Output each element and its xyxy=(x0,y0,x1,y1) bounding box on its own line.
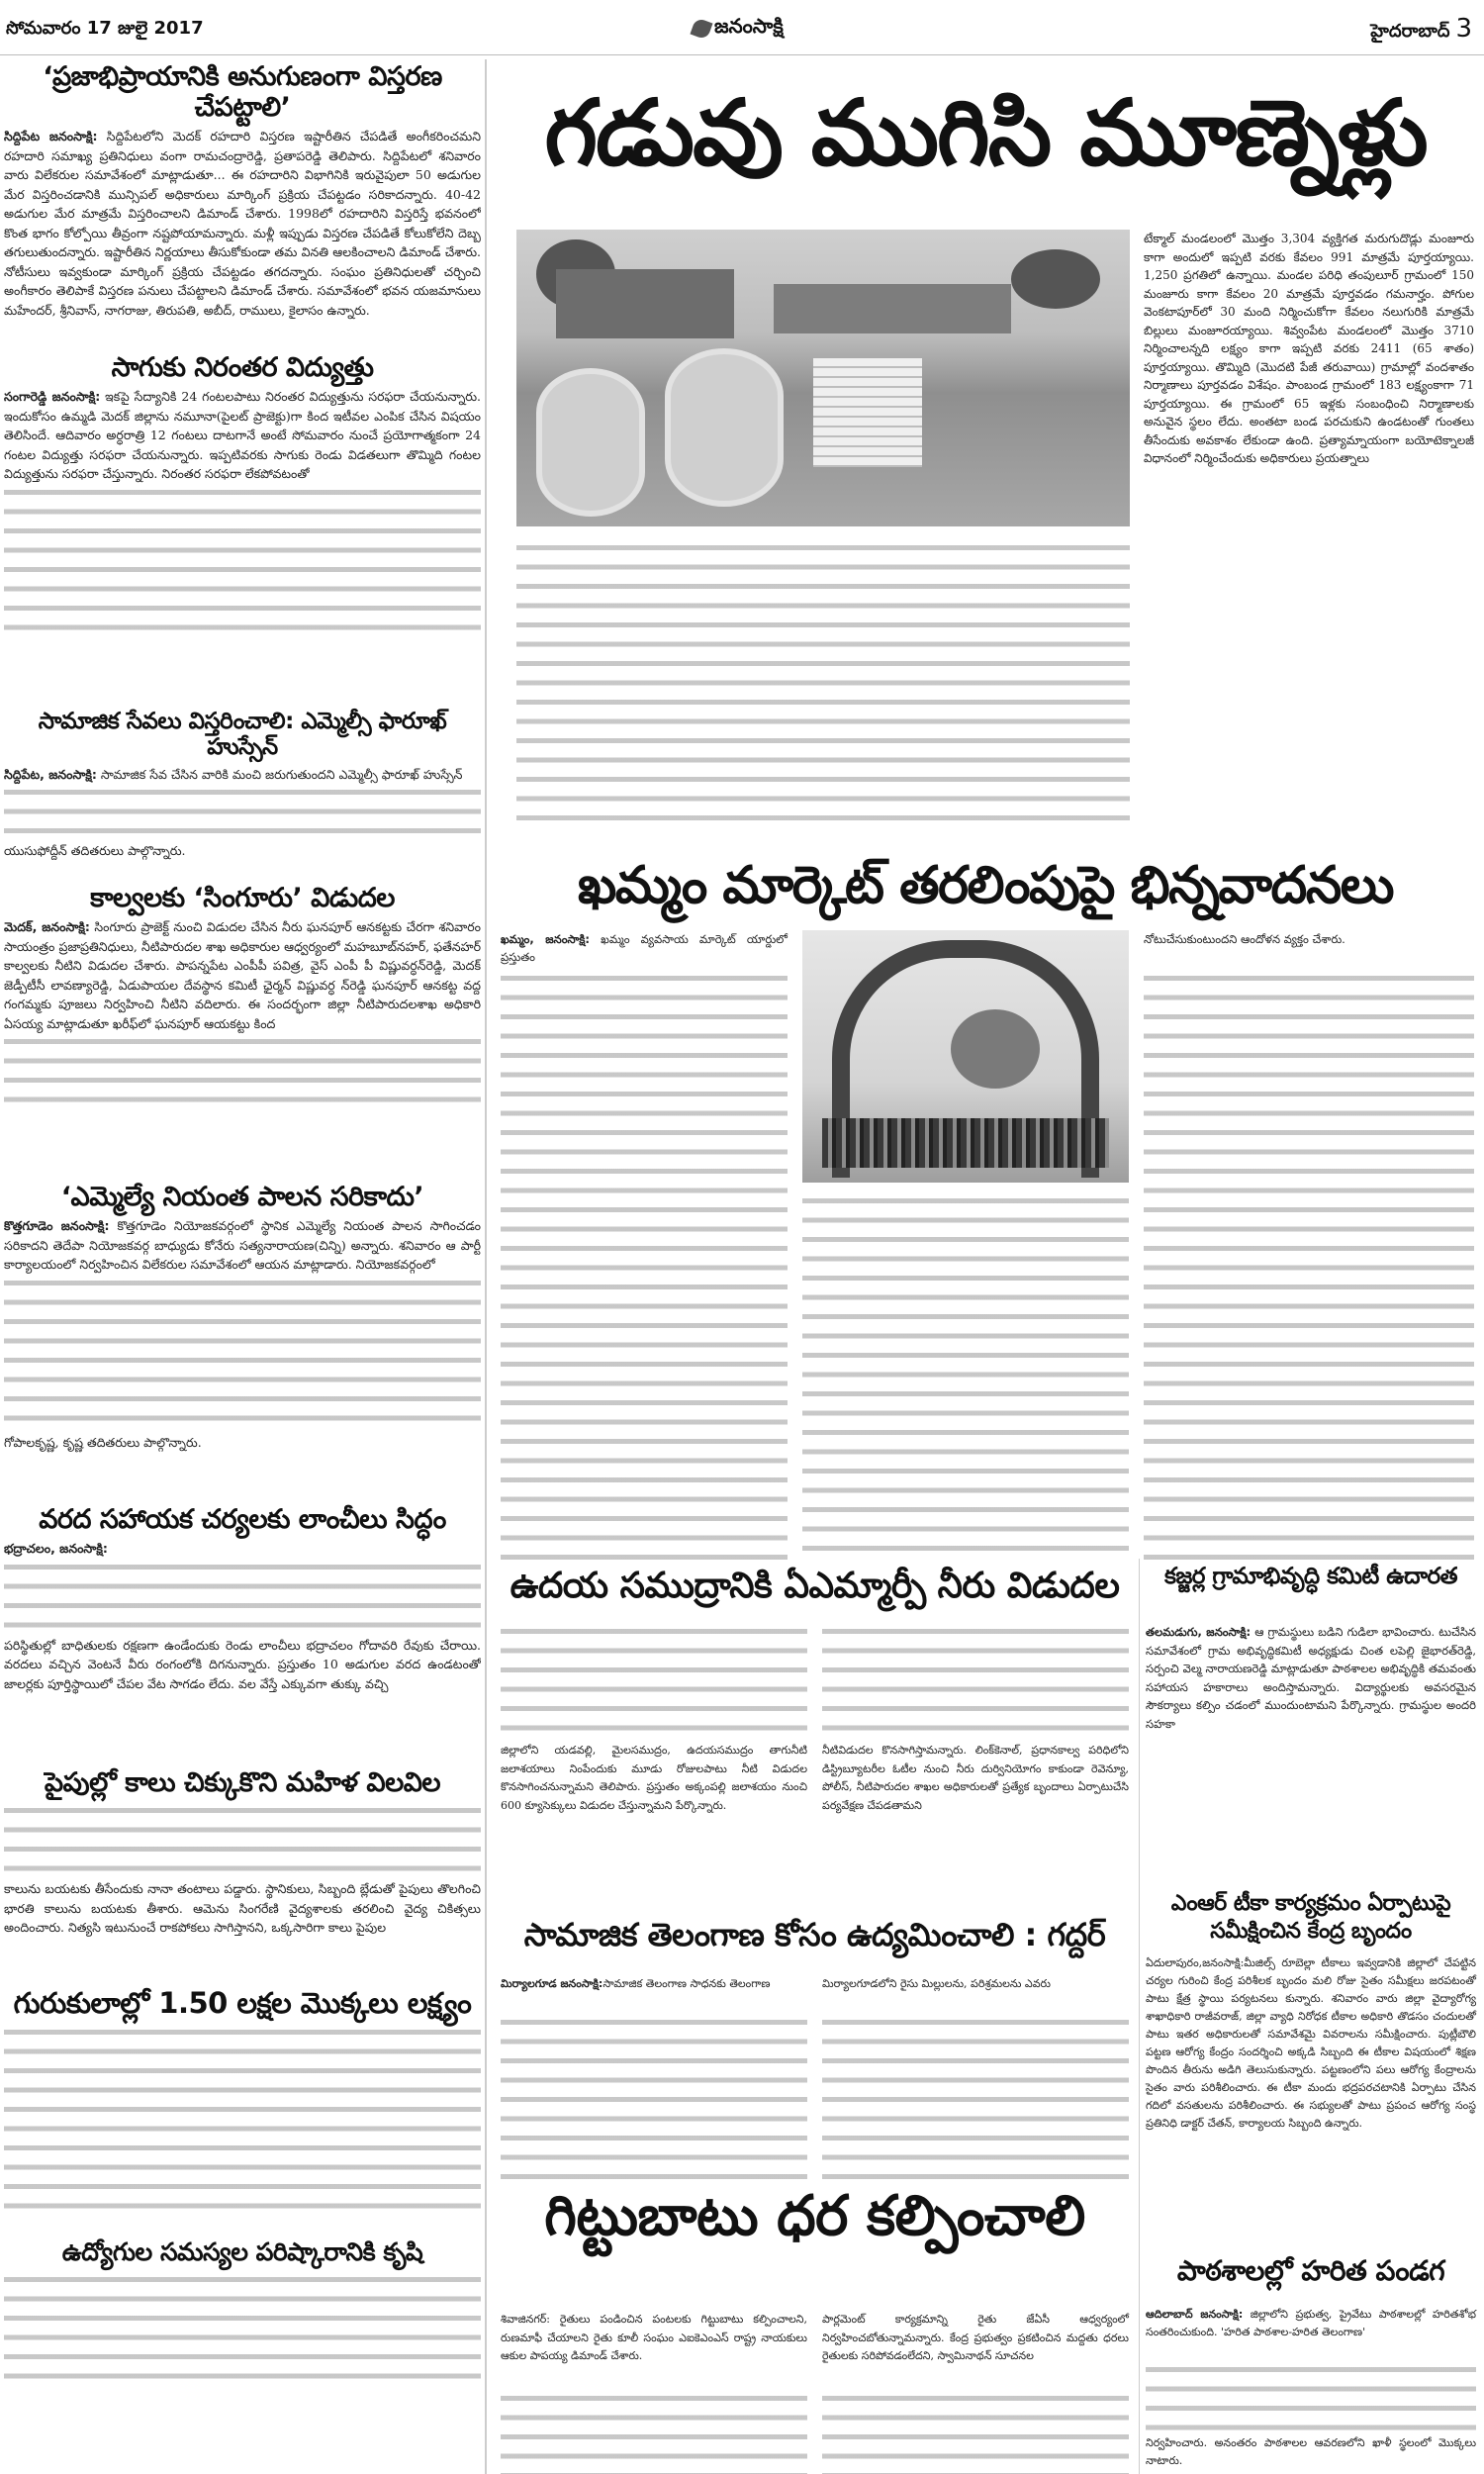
story-body: సంగారెడ్డి జనంసాక్షి: ఇకపై సేద్యానికి 24 గంటలపాటు నిరంతర విద్యుత్తును సరఫరా చేయనున్నారు. ఇందుకోసం ఉమ్మడి మెదక్ జిల్లాను నమూనా(పైలట్ ప్రాజెక్టు)గా కింద ఇటీవల ఎంపిక చేసిన విషయం తెలిసిందే. ఆదివారం అర్ధరాత్రి 12 గంటలు దాటగానే అంటే సోమవారం నుంచే ప్రయోగాత్మకంగా 24 గంటల విద్యుత్తు సరఫరా చేయనున్నారు. ఇప్పటివరకు సాగుకు రెండు విడతలుగా తొమ్మిది గంటల విద్యుత్తును సరఫరా చేస్తున్నారు. నిరంతర సరఫరా లేకపోవటంతో xyxy=(4,389,481,482)
market-body-middle xyxy=(802,1192,1129,1559)
story-headline: ఉద్యోగుల సమస్యల పరిష్కారానికి కృషి xyxy=(61,2237,423,2266)
story-closing: యుసుఫోద్దీన్ తదితరులు పాల్గొన్నారు. xyxy=(4,843,186,859)
story-social-service xyxy=(4,707,481,877)
story-body: సిద్దిపేట జనంసాక్షి: సిద్దిపేటలోని మెదక్ రహదారి విస్తరణ ఇష్టారీతిన చేపడితే అంగీకరించమని రహదారి సమాఖ్య ప్రతినిధులు వంగా రామచంద్రారెడ్డి, ప్రతాపరెడ్డి తెలిపారు. సిద్దిపేటలో శనివారం వారు విలేకరుల సమావేశంలో మాట్లాడుతూ... ఈ రహదారిని విభాగినికి ఇరువైపులా 50 అడుగుల మేర విస్తరించడానికి మున్సిపల్ అధికారులు మార్కింగ్ ప్రక్రియ చేపట్టడం సరికాదన్నారు. 40-42 అడుగుల మేర మాత్రమే విస్తరించాలని డిమాండ్ చేశారు. 1998లో రహదారిని విస్తరిస్తే భవనంలో కొంత భాగం కోల్పోయి తీవ్రంగా నష్టపోయామన్నారు. మళ్లీ ఇప్పుడు విస్తరణ చేపడితే కోలుకోలేని దెబ్బ తగులుతుందన్నారు. ఇష్టారీతిన నిర్ణయాలు తీసుకోకుండా తమ వినతి ఆలకించాలని డిమాండ్ చేశారు. నోటీసులు ఇవ్వకుండా మార్కింగ్ ప్రక్రియ చేపట్టడం తగదన్నారు. సంఘం ప్రతినిధులతో చర్చించి అంగీకారం తెలిపాకే విస్తరణ పనులు చేపట్టాలని డిమాండ్ చేశారు. సమావేశంలో భవన యజమానులు మహేందర్, శ్రీనివాస్, నాగరాజు, తిరుపతి, అబీద్, రాములు, కైలాసం ఉన్నారు. xyxy=(4,129,481,318)
story-headline: సామాజిక సేవలు విస్తరించాలి: ఎమ్మెల్సీ ఫారూఖ్ హుస్సేన్ xyxy=(38,709,447,761)
kajjarla-headline: కజ్జర్ల గ్రామాభివృద్ధి కమిటీ ఉదారత xyxy=(1163,1564,1458,1589)
photo-house xyxy=(774,284,1011,333)
story-flood-launches xyxy=(4,1502,481,1761)
story-headline: కాల్వలకు ‘సింగూరు’ విడుదల xyxy=(90,883,395,913)
fair-price-body-1: శివాజినగర్: రైతులు పండించిన పంటలకు గిట్టుబాటు కల్పించాలని, రుణమాఫీ చేయాలని రైతు కూలీ సంఘం ఎఐకెఎంఎస్ రాష్ట్ర నాయకులు ఆకుల పాపయ్య డిమాండ్ చేశారు. xyxy=(501,2313,807,2362)
mr-vaccination-body: ఏదులాపురం,జనంసాక్షి:మీజిల్స్ రూబెల్లా టీకాలు ఇవ్వడానికి జిల్లాలో చేపట్టిన చర్యల గురించి కేంద్ర పరిశీలక బృందం మలి రోజు సైతం సమీక్షలు జరపటంతో పాటు క్షేత్ర స్థాయి పర్యటనలు కున్నారు. శనివారం వారు జిల్లా వైద్యారోగ్య శాఖాధికారి రాజీవరాజ్, జిల్లా వ్యాధి నిరోధక టీకాల అధికారి తొడసం చందులతో పాటు ఇతర అధికారులతో సమావేశమై వివరాలను సమీక్షించారు. పుట్లీబౌలి పట్టణ ఆరోగ్య కేంద్రం సందర్శించి అక్కడి సిబ్బంది ఈ టీకాల విషయంలో శిక్షణ పొందిన తీరును అడిగి తెలుసుకున్నారు. పట్టణంలోని పలు ఆరోగ్య కేంద్రాలను సైతం వారు పరిశీలించారు. ఈ టీకా మందు భద్రపరచటానికి ఏర్పాటు చేసిన గదిలో వసతులను పరిశీలించారు. ఈ సభ్యులతో పాటు ప్రపంచ ఆరోగ్య సంస్థ ప్రతినిధి డాక్టర్ చేతన్, కార్యాలయ సిబ్బంది ఉన్నారు. xyxy=(1146,1956,1476,2130)
lead-photo-construction-site xyxy=(516,230,1130,526)
photo-bricks xyxy=(813,358,922,467)
green-festival-body: ఆదిలాబాద్ జనంసాక్షి: జిల్లాలోని ప్రభుత్వ, ప్రైవేటు పాఠశాలల్లో హరితశోభ సంతరించుకుంది. 'హరిత పాఠశాల-హరిత తెలంగాణ' xyxy=(1146,2308,1477,2338)
story-headline: ‘ఎమ్మెల్యే నియంత పాలన సరికాదు’ xyxy=(60,1182,424,1212)
lead-story-right-body: టేక్మాల్ మండలంలో మొత్తం 3,304 వ్యక్తిగత మరుగుదొడ్లు మంజూరు కాగా అందులో ఇప్పటి వరకు కేవలం 991 మాత్రమే పూర్తయ్యాయి. 1,250 ప్రగతిలో ఉన్నాయి. మండల పరిధి తంపులూర్ గ్రామంలో 150 మంజూరు కాగా కేవలం 20 మాత్రమే పూర్తవడం గమనార్హం. పోగుల వెంకటాపూర్‌లో 30 మంది నిర్మించుకోగా కేవలం నలుగురికి మాత్రమే బిల్లులు మంజూరయ్యాయి. శివ్వంపేట మండలంలో మొత్తం 3710 నిర్మించాలన్నది లక్ష్యం కాగా ఇప్పటి వరకు 2411 (65 శాతం) పూర్తయ్యాయి. తొమ్మిది (మొదటి పేజీ తరువాయి) గ్రామాల్లో వందశాతం నిర్మాణాలు పూర్తవడం విశేషం. పాంబండ గ్రామంలో 183 లక్ష్యంకాగా 71 పూర్తయ్యాయి. ఈ గ్రామంలో 65 ఇళ్లకు సంబంధించి నిర్మాణాలకు అనువైన స్థలం లేదు. అంతటా బండ పరచుకుని ఉండటంతో గుంతలు తీసేందుకు అవకాశం లేకుండా ఉంది. ప్రత్యామ్నాయంగా బయోటెక్నాలజీ విధానంలో నిర్మించేందుకు అధికారులు ప్రయత్నాలు xyxy=(1144,232,1474,465)
story-headline: పైపుల్లో కాలు చిక్కుకొని మహిళ విలవిల xyxy=(44,1767,441,1798)
photo-concrete-ring xyxy=(665,348,784,507)
fair-price-body-1-continued xyxy=(501,2390,807,2474)
photo-house xyxy=(556,269,734,338)
story-headline: గురుకులాల్లో 1.50 లక్షల మొక్కలు లక్ష్యం xyxy=(13,1986,472,2020)
story-body: పరిస్థితుల్లో బాధితులకు రక్షణగా ఉండేందుకు రెండు లాంచీలు భద్రాచలం గోదావరి రేవుకు చేరాయి. వరదలు వచ్చిన వెంటనే వీరు రంగంలోకి దిగనున్నారు. ప్రస్తుతం 10 అడుగుల వరద ఉండటంతో జాలర్లకు పూర్తిస్థాయిలో చేపల వేట సాగడం లేదు. వల వేస్తే ఎక్కువగా తుక్కు వచ్చి xyxy=(4,1637,481,1691)
market-right-body-lead: నోటుచేసుకుంటుందని ఆందోళన వ్యక్తం చేశారు. xyxy=(1144,932,1345,946)
story-body xyxy=(4,2271,481,2388)
story-body: మెదక్, జనంసాక్షి: సింగూరు ప్రాజెక్ట్ నుంచి విడుదల చేసిన నీరు ఘనపూర్ ఆనకట్టకు చేరగా శనివారం సాయంత్రం ప్రజాప్రతినిధులు, నీటిపారుదల శాఖ అధికారుల ఆధ్వర్యంలో మహబూబ్‌నహర్, ఫతేనహర్ కాల్వలకు నీటిని విడుదల చేశారు. పాపన్నపేట ఎంపీపీ పవిత్ర, వైస్ ఎంపీ పీ విష్ణువర్ధన్‌రెడ్డి, మెదక్ జెడ్పీటీసీ లావణ్యారెడ్డి, ఏడుపాయల దేవస్థాన కమిటీ ఛైర్మన్ విష్ణువర్ధ న్‌రెడ్డి ఘనపూర్ ఆనకట్ట వద్ద గంగమ్మకు పూజలు నిర్వహించి నీటిని వదిలారు. ఈ సందర్భంగా జిల్లా నీటిపారుదలశాఖ అధికారి ఏసయ్య మాట్లాడుతూ ఖరీఫ్‌లో ఘనపూర్ ఆయకట్టు కింద xyxy=(4,919,481,1031)
story-pipe-accident xyxy=(4,1765,481,1981)
story-dateline-lead xyxy=(4,1539,481,1559)
story-body-continued xyxy=(4,484,481,642)
market-right-body xyxy=(1144,970,1474,1564)
green-festival-body-continued xyxy=(1146,2361,1476,2430)
column-rule xyxy=(1139,1559,1140,2474)
lead-headline: గడువు ముగిసి మూణ్నెళ్లు xyxy=(544,80,1427,186)
market-body-lead: ఖమ్మం, జనంసాక్షి: ఖమ్మం వ్యవసాయ మార్కెట్ యార్డులో ప్రస్తుతం xyxy=(501,932,788,964)
market-headline: ఖమ్మం మార్కెట్ తరలింపుపై భిన్నవాదనలు xyxy=(577,856,1394,915)
left-column xyxy=(4,59,481,2470)
fair-price-body-2: పార్లమెంట్ కార్యక్రమాన్ని రైతు జేఏసీ ఆధ్వర్యంలో నిర్వహించబోతున్నామన్నారు. కేంద్ర ప్రభుత్వం ప్రకటించిన మద్దతు ధరలు రైతులకు సరిపోవడంలేదని, స్వామినాథన్ సూచనల xyxy=(822,2313,1129,2362)
story-body-continued xyxy=(4,1033,481,1112)
logo-text: జనంసాక్షి xyxy=(714,14,784,38)
newspaper-logo xyxy=(693,14,784,43)
amrp-body-2: నీటివిడుదల కొనసాగిస్తామన్నారు. లింక్‌కెనాల్, ప్రధానకాల్వ పరిధిలోని డిస్ట్రిబ్యూటరీల ఓటీల నుంచి నీరు దుర్వినియోగం కాకుండా రెవెన్యూ, పోలీస్, నీటిపారుదల శాఖల అధికారులతో ప్రత్యేక బృందాలు ఏర్పాటుచేసి పర్యవేక్షణ చేపడతామని xyxy=(822,1744,1129,1812)
story-employee-issues xyxy=(4,2236,481,2395)
story-body-continued xyxy=(4,1275,481,1433)
page-number: 3 xyxy=(1455,14,1472,44)
gaddar-body-2 xyxy=(822,2014,1129,2182)
amrp-body-2-lead xyxy=(822,1623,1129,1742)
story-headline: సాగుకు నిరంతర విద్యుత్తు xyxy=(111,352,374,383)
story-body: కొత్తగూడెం జనంసాక్షి: కొత్తగూడెం నియోజకవర్గంలో స్థానిక ఎమ్మెల్యే నియంత పాలన సాగించడం సరికాదని తెదేపా నియోజకవర్గ బాధ్యుడు కోనేరు సత్యనారాయణ(చిన్ని) అన్నారు. శనివారం ఆ పార్టీ కార్యాలయంలో నిర్వహించిన విలేకరుల సమావేశంలో ఆయన మాట్లాడారు. నియోజకవర్గంలో xyxy=(4,1218,481,1273)
issue-date: సోమవారం 17 జులై 2017 xyxy=(6,18,204,39)
story-body-lead xyxy=(4,1802,481,1879)
mr-vaccination-headline: ఎంఆర్ టీకా కార్యక్రమం ఏర్పాటుపై సమీక్షించిన కేంద్ర బృందం xyxy=(1170,1891,1451,1944)
story-closing: గోపాలకృష్ణ, కృష్ణ తదితరులు పాల్గొన్నారు. xyxy=(4,1434,202,1450)
amrp-body-1: జిల్లాలోని యడవల్లి, మైలసముద్రం, ఉదయసముద్రం తాగునీటి జలాశయాలు నింపేందుకు మూడు రోజులపాటు నీటి విడుదల కొనసాగించనున్నామని తెలిపారు. ప్రస్తుతం అక్కంపల్లి జలాశయం నుంచి 600 క్యూసెక్కులు విడుదల చేస్తున్నామని పేర్కొన్నారు. xyxy=(501,1744,807,1812)
story-road-widening xyxy=(4,59,481,346)
story-body-lead xyxy=(4,1559,481,1636)
story-dateline: భద్రాచలం, జనంసాక్షి: xyxy=(4,1541,108,1557)
story-body: కాలును బయటకు తీసేందుకు నానా తంటాలు పడ్డారు. స్థానికులు, సిబ్బంది బ్లేడుతో పైపులు తొలగించి భారతి కాలును బయటకు తీశారు. ఆమెను సింగరేణి వైద్యశాలకు తరలించి వైద్య చికిత్సలు అందించారు. నిత్యసి ఇటునుంచే రాకపోకలు సాగిస్తానని, ఒక్కసారిగా కాలు పైపుల xyxy=(4,1881,481,1936)
edition-city xyxy=(1370,14,1472,46)
green-festival-closing: నిర్వహించారు. అనంతరం పాఠశాలల ఆవరణలోని ఖాళీ స్థలంలో మొక్కలు నాటారు. xyxy=(1146,2436,1476,2467)
fair-price-body-2-continued xyxy=(822,2390,1129,2474)
photo-crowd xyxy=(822,1118,1109,1168)
photo-tree xyxy=(951,1009,1040,1089)
fair-price-headline: గిట్టుబాటు ధర కల్పించాలి xyxy=(544,2184,1085,2248)
column-divider xyxy=(485,59,487,2474)
story-body xyxy=(4,2024,481,2218)
gaddar-headline: సామాజిక తెలంగాణ కోసం ఉద్యమించాలి : గద్దర్ xyxy=(523,1916,1106,1953)
story-mla-rule xyxy=(4,1180,481,1498)
story-headline: వరద సహాయక చర్యలకు లాంచీలు సిద్ధం xyxy=(39,1504,446,1535)
market-body xyxy=(501,970,788,1564)
amrp-headline: ఉదయ సముద్రానికి ఏఎమ్మార్పీ నీరు విడుదల xyxy=(510,1566,1120,1606)
gaddar-body-2-lead: మిర్యాలగూడలోని రైసు మిల్లులను, పరిశ్రమలను ఎవరు xyxy=(822,1977,1051,1990)
market-photo-arch-crowd xyxy=(802,930,1129,1183)
main-column xyxy=(491,59,1480,2474)
gaddar-body xyxy=(501,2014,807,2182)
gaddar-body-lead: మిర్యాలగూడ జనంసాక్షి:సామాజిక తెలంగాణ సాధనకు తెలంగాణ xyxy=(501,1977,771,1990)
story-headline: ‘ప్రజాభిప్రాయానికి అనుగుణంగా విస్తరణ చేపట్టాలి’ xyxy=(43,61,442,124)
green-festival-headline: పాఠశాలల్లో హరిత పండగ xyxy=(1176,2254,1445,2287)
story-power-supply xyxy=(4,350,481,703)
photo-concrete-ring xyxy=(536,368,645,517)
story-gurukul-saplings xyxy=(4,1985,481,2233)
story-body-continued xyxy=(4,784,481,841)
city-name: హైదరాబాద్ xyxy=(1370,21,1450,42)
logo-leaf-icon xyxy=(690,17,712,40)
kajjarla-body: తలమడుగు, జనంసాక్షి: ఆ గ్రామస్థులు బడిని గుడిలా భావించారు. టుచేసిన సమావేశంలో గ్రామ అభివృద్ధికమిటీ అధ్యక్షుడు చింత లపెల్లి జైభారత్‌రెడ్డి, సర్పంచి వెల్మ నారాయణరెడ్డి మాట్లాడుతూ పాఠశాలల అభివృద్ధికి తమవంతు సహాయస హకారాలు అందిస్తామన్నారు. విద్యార్థులకు అవసరమైన సౌకర్యాలు కల్పిం చడంలో ముందుంటామని పేర్కొన్నారు. గ్రామస్థుల అందరి సహకా xyxy=(1146,1625,1477,1731)
story-singur-release xyxy=(4,881,481,1176)
story-body: సిద్దిపేట, జనంసాక్షి: సామాజిక సేవ చేసిన వారికి మంచి జరుగుతుందని ఎమ్మెల్సీ ఫారూఖ్ హుస్సేన్ xyxy=(4,766,463,782)
amrp-body-lead xyxy=(501,1623,807,1742)
lead-story-body xyxy=(516,539,1130,826)
photo-tree xyxy=(1011,249,1100,309)
masthead xyxy=(0,0,1484,55)
